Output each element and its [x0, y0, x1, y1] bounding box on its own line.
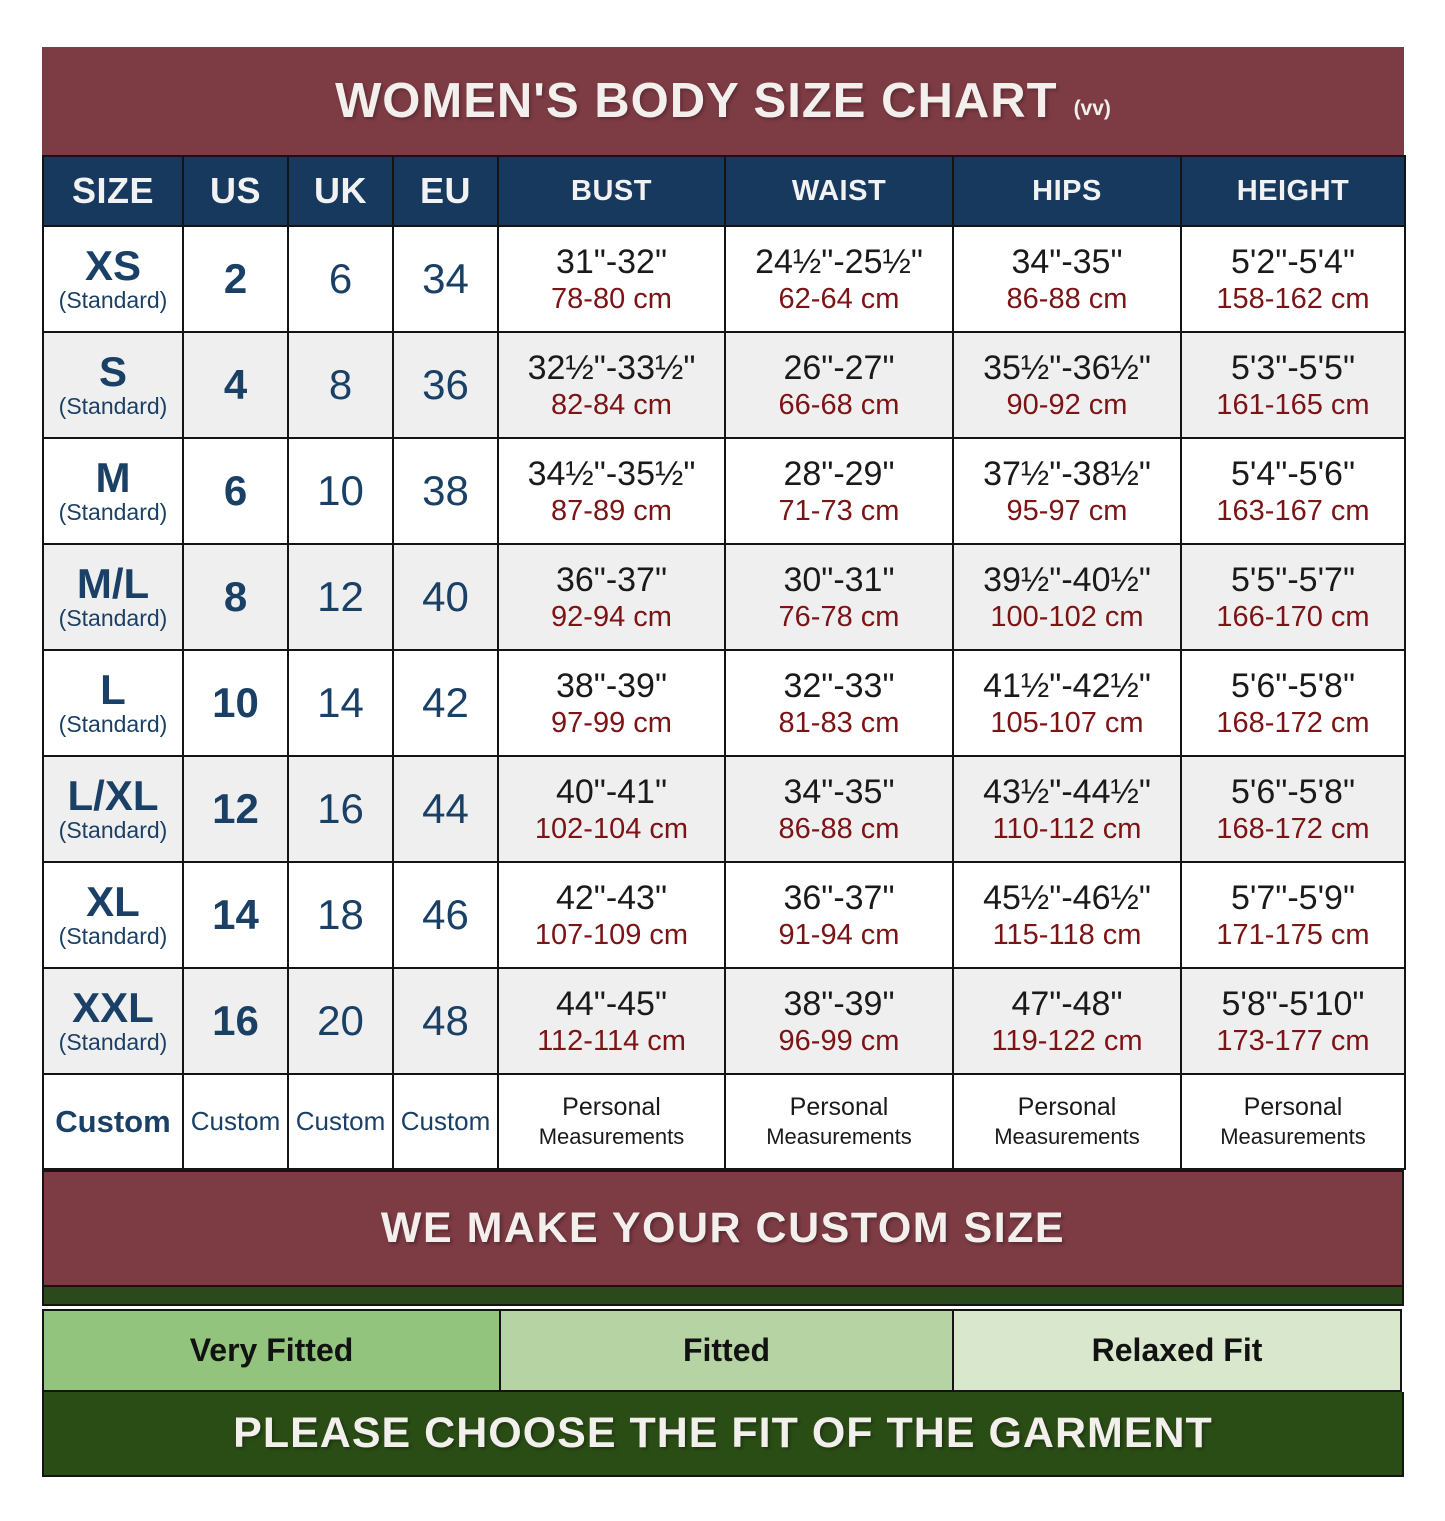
size-table: [42, 155, 1406, 1170]
cm-value: 115-118 cm: [992, 918, 1142, 951]
size-note: (Standard): [58, 711, 168, 738]
us-size-cell: 8: [183, 544, 288, 650]
size-label: L: [100, 666, 126, 714]
cm-value: 71-73 cm: [778, 494, 900, 527]
height-cell: [1181, 862, 1405, 968]
cm-value: 86-88 cm: [778, 812, 900, 845]
waist-cell: [725, 650, 953, 756]
inches-value: 37½"-38½": [983, 454, 1151, 493]
inches-value: 36"-37": [783, 878, 895, 917]
height-cell: [1181, 226, 1405, 332]
cm-value: 82-84 cm: [551, 388, 672, 421]
cm-value: 96-99 cm: [778, 1024, 900, 1057]
size-label: M/L: [76, 560, 150, 608]
hips-cell: [953, 438, 1181, 544]
waist-cell: [725, 968, 953, 1074]
bust-cell: [498, 332, 725, 438]
size-label: L/XL: [67, 772, 159, 820]
column-header-waist: WAIST: [725, 156, 953, 226]
personal-measurements-line1: Personal: [1243, 1093, 1343, 1122]
cm-value: 95-97 cm: [1006, 494, 1128, 527]
us-size-cell: 14: [183, 862, 288, 968]
column-header-height: HEIGHT: [1181, 156, 1405, 226]
bust-cell: [498, 226, 725, 332]
us-size-cell: 4: [183, 332, 288, 438]
column-header-size: SIZE: [43, 156, 183, 226]
inches-value: 31"-32": [555, 242, 668, 281]
inches-value: 32"-33": [783, 666, 895, 705]
inches-value: 26"-27": [783, 348, 895, 387]
hips-cell: [953, 650, 1181, 756]
cm-value: 86-88 cm: [1006, 282, 1128, 315]
cm-value: 81-83 cm: [778, 706, 900, 739]
eu-size-cell: 40: [393, 544, 498, 650]
cm-value: 76-78 cm: [778, 600, 900, 633]
cm-value: 110-112 cm: [992, 812, 1142, 845]
cm-value: 168-172 cm: [1216, 706, 1370, 739]
uk-size-cell: 6: [288, 226, 393, 332]
cm-value: 66-68 cm: [778, 388, 900, 421]
size-table-body: [43, 226, 1405, 1169]
cm-value: 78-80 cm: [551, 282, 672, 315]
cm-value: 107-109 cm: [534, 918, 689, 951]
uk-size-cell: 20: [288, 968, 393, 1074]
uk-size-cell: Custom: [288, 1074, 393, 1169]
cm-value: 92-94 cm: [551, 600, 672, 633]
fit-option-fitted: [499, 1309, 954, 1392]
size-label-cell: [43, 968, 183, 1074]
waist-cell: [725, 544, 953, 650]
personal-measurements-line1: Personal: [562, 1093, 661, 1122]
hips-cell: [953, 968, 1181, 1074]
uk-size-cell: 18: [288, 862, 393, 968]
eu-size-cell: 48: [393, 968, 498, 1074]
size-label: S: [98, 348, 127, 396]
size-label: XL: [86, 878, 140, 926]
cm-value: 171-175 cm: [1216, 918, 1370, 951]
hips-cell: [953, 862, 1181, 968]
size-row-s: [43, 332, 1405, 438]
size-row-xxl: [43, 968, 1405, 1074]
inches-value: 34"-35": [1011, 242, 1123, 281]
header-row: [43, 156, 1405, 226]
size-row-m-l: [43, 544, 1405, 650]
size-row-l: [43, 650, 1405, 756]
cm-value: 91-94 cm: [778, 918, 900, 951]
page-title: WOMEN'S BODY SIZE CHART: [335, 74, 1058, 128]
size-label: M: [95, 454, 131, 502]
cm-value: 158-162 cm: [1216, 282, 1370, 315]
bust-cell: [498, 862, 725, 968]
size-label-cell: Custom: [43, 1074, 183, 1169]
us-size-cell: 2: [183, 226, 288, 332]
column-header-hips: HIPS: [953, 156, 1181, 226]
column-header-bust: BUST: [498, 156, 725, 226]
cm-value: 173-177 cm: [1216, 1024, 1370, 1057]
size-row-l-xl: [43, 756, 1405, 862]
size-row-custom: [43, 1074, 1405, 1169]
hips-cell: [953, 544, 1181, 650]
cm-value: 62-64 cm: [778, 282, 900, 315]
bust-cell: [498, 1074, 725, 1169]
personal-measurements-line2: Measurements: [1220, 1124, 1366, 1150]
inches-value: 5'3"-5'5": [1230, 348, 1356, 387]
size-label-cell: [43, 438, 183, 544]
inches-value: 5'6"-5'8": [1230, 772, 1356, 811]
hips-cell: [953, 1074, 1181, 1169]
size-note: (Standard): [58, 605, 168, 632]
inches-value: 5'6"-5'8": [1230, 666, 1356, 705]
personal-measurements-line2: Measurements: [994, 1124, 1140, 1150]
eu-size-cell: 34: [393, 226, 498, 332]
hips-cell: [953, 226, 1181, 332]
eu-size-cell: 38: [393, 438, 498, 544]
fit-option-relaxed-fit: [952, 1309, 1402, 1392]
waist-cell: [725, 756, 953, 862]
size-row-xs: [43, 226, 1405, 332]
eu-size-cell: 46: [393, 862, 498, 968]
bust-cell: [498, 544, 725, 650]
eu-size-cell: 36: [393, 332, 498, 438]
size-chart: [42, 47, 1404, 1477]
fit-options-row: [42, 1309, 1404, 1392]
column-header-eu: EU: [393, 156, 498, 226]
fit-option-label: Fitted: [682, 1332, 771, 1368]
cm-value: 90-92 cm: [1006, 388, 1128, 421]
cm-value: 102-104 cm: [534, 812, 689, 845]
waist-cell: [725, 862, 953, 968]
bust-cell: [498, 756, 725, 862]
bust-cell: [498, 650, 725, 756]
inches-value: 5'7"-5'9": [1230, 878, 1356, 917]
personal-measurements-line1: Personal: [1017, 1093, 1117, 1122]
uk-size-cell: 12: [288, 544, 393, 650]
inches-value: 5'8"-5'10": [1221, 984, 1365, 1023]
cm-value: 166-170 cm: [1216, 600, 1370, 633]
eu-size-cell: 42: [393, 650, 498, 756]
size-label-cell: [43, 226, 183, 332]
fit-prompt-text: PLEASE CHOOSE THE FIT OF THE GARMENT: [233, 1409, 1213, 1457]
us-size-cell: 16: [183, 968, 288, 1074]
cm-value: 97-99 cm: [551, 706, 672, 739]
inches-value: 41½"-42½": [983, 666, 1151, 705]
personal-measurements-line1: Personal: [789, 1093, 889, 1122]
page-title-suffix: (vv): [1073, 97, 1111, 120]
inches-value: 45½"-46½": [983, 878, 1151, 917]
inches-value: 38"-39": [783, 984, 895, 1023]
inches-value: 5'5"-5'7": [1230, 560, 1356, 599]
bust-cell: [498, 438, 725, 544]
inches-value: 36"-37": [555, 560, 668, 599]
column-header-uk: UK: [288, 156, 393, 226]
fit-option-label: Very Fitted: [189, 1332, 354, 1368]
size-note: (Standard): [58, 393, 168, 420]
hips-cell: [953, 332, 1181, 438]
size-note: (Standard): [58, 1029, 168, 1056]
inches-value: 39½"-40½": [983, 560, 1151, 599]
cm-value: 105-107 cm: [990, 706, 1144, 739]
size-label: XXL: [72, 984, 154, 1032]
green-divider-strip: [42, 1287, 1404, 1306]
cm-value: 161-165 cm: [1216, 388, 1370, 421]
inches-value: 24½"-25½": [755, 242, 923, 281]
height-cell: [1181, 968, 1405, 1074]
waist-cell: [725, 1074, 953, 1169]
inches-value: 28"-29": [783, 454, 895, 493]
inches-value: 35½"-36½": [983, 348, 1151, 387]
hips-cell: [953, 756, 1181, 862]
inches-value: 43½"-44½": [983, 772, 1151, 811]
title-banner: [42, 47, 1404, 155]
height-cell: [1181, 650, 1405, 756]
bust-cell: [498, 968, 725, 1074]
cm-value: 168-172 cm: [1216, 812, 1370, 845]
inches-value: 47"-48": [1011, 984, 1123, 1023]
size-label-cell: [43, 862, 183, 968]
inches-value: 38"-39": [555, 666, 668, 705]
inches-value: 30"-31": [783, 560, 895, 599]
personal-measurements-line2: Measurements: [538, 1124, 685, 1150]
uk-size-cell: 16: [288, 756, 393, 862]
fit-prompt-banner: [42, 1392, 1404, 1477]
cm-value: 87-89 cm: [551, 494, 672, 527]
column-header-us: US: [183, 156, 288, 226]
size-row-xl: [43, 862, 1405, 968]
size-row-m: [43, 438, 1405, 544]
uk-size-cell: 14: [288, 650, 393, 756]
custom-size-banner: [42, 1170, 1404, 1287]
height-cell: [1181, 332, 1405, 438]
height-cell: [1181, 1074, 1405, 1169]
size-label-cell: [43, 544, 183, 650]
size-label-cell: [43, 332, 183, 438]
uk-size-cell: 10: [288, 438, 393, 544]
inches-value: 44"-45": [555, 984, 668, 1023]
cm-value: 100-102 cm: [990, 600, 1144, 633]
size-note: (Standard): [58, 817, 168, 844]
inches-value: 34"-35": [783, 772, 895, 811]
custom-size-banner-text: WE MAKE YOUR CUSTOM SIZE: [380, 1204, 1066, 1252]
inches-value: 42"-43": [555, 878, 668, 917]
height-cell: [1181, 438, 1405, 544]
personal-measurements-line2: Measurements: [766, 1124, 912, 1150]
eu-size-cell: Custom: [393, 1074, 498, 1169]
size-note: (Standard): [58, 923, 168, 950]
fit-option-label: Relaxed Fit: [1091, 1332, 1263, 1368]
size-note: (Standard): [58, 499, 168, 526]
size-label: XS: [84, 242, 142, 290]
inches-value: 40"-41": [555, 772, 668, 811]
us-size-cell: 12: [183, 756, 288, 862]
waist-cell: [725, 332, 953, 438]
eu-size-cell: 44: [393, 756, 498, 862]
cm-value: 112-114 cm: [537, 1024, 686, 1057]
cm-value: 119-122 cm: [991, 1024, 1143, 1057]
uk-size-cell: 8: [288, 332, 393, 438]
inches-value: 5'2"-5'4": [1230, 242, 1356, 281]
inches-value: 32½"-33½": [527, 348, 696, 387]
waist-cell: [725, 438, 953, 544]
us-size-cell: 6: [183, 438, 288, 544]
fit-option-very-fitted: [42, 1309, 501, 1392]
size-label-cell: [43, 756, 183, 862]
inches-value: 5'4"-5'6": [1230, 454, 1356, 493]
size-note: (Standard): [58, 287, 168, 314]
height-cell: [1181, 756, 1405, 862]
us-size-cell: 10: [183, 650, 288, 756]
height-cell: [1181, 544, 1405, 650]
cm-value: 163-167 cm: [1216, 494, 1370, 527]
us-size-cell: Custom: [183, 1074, 288, 1169]
waist-cell: [725, 226, 953, 332]
size-label-cell: [43, 650, 183, 756]
inches-value: 34½"-35½": [527, 454, 696, 493]
